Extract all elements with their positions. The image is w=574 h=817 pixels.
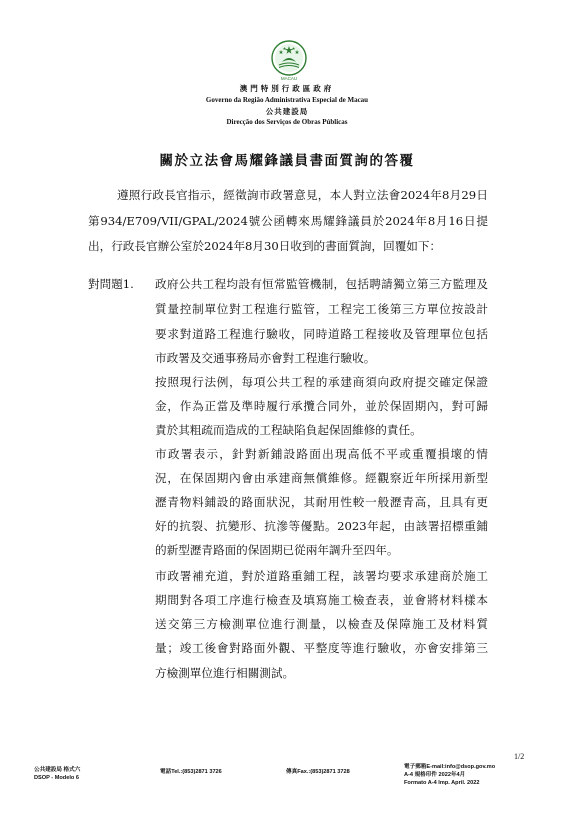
answer-line: 市政署及交通事務局亦會對工程進行驗收。 (155, 351, 376, 365)
answer-line: 方檢測單位進行相關測試。 (155, 666, 295, 680)
answer-line: 市政署補充道，對於道路重鋪工程，該署均要求承建商於施工 (155, 569, 488, 583)
header-gov-pt: Governo da Região Administrativa Especial de Macau (205, 96, 369, 104)
answer-line: 量；竣工後會對路面外觀、平整度等進行驗收，亦會安排第三 (155, 641, 488, 655)
intro-line: 出，行政長官辦公室於2024年8月30日收到的書面質詢，回覆如下： (88, 239, 442, 253)
header-dept-cn: 公共建設局 (265, 107, 309, 116)
answer-line: 的新型瀝青路面的保固期已從兩年調升至四年。 (155, 543, 399, 557)
header-gov-cn: 澳門特別行政區政府 (239, 84, 335, 93)
footer-print-cn: A-4 規格印件 2022年4月 (404, 772, 466, 778)
footer-form-cn: 公共建設局 格式六 (34, 767, 81, 773)
page-number: 1/2 (514, 752, 525, 761)
question-label: 對問題1. (88, 277, 134, 291)
answer-line: 責於其粗疏而造成的工程缺陷負起保固維修的責任。 (155, 423, 422, 437)
answer-line: 況，在保固期內會由承建商無償維修。經觀察近年所採用新型 (155, 471, 488, 485)
answer-line: 送交第三方檢測單位進行測量，以檢查及保障施工及材料質 (155, 617, 488, 631)
footer-form-pt: DSOP - Modelo 6 (34, 775, 79, 781)
document-title: 關於立法會馬耀鋒議員書面質詢的答覆 (159, 153, 415, 169)
answer-line: 政府公共工程均設有恒常監管機制，包括聘請獨立第三方監理及 (155, 277, 488, 291)
footer-tel: 電話Tel.:(853)2871 3726 (160, 769, 222, 775)
intro-line: 遵照行政長官指示，經徵詢市政署意見，本人對立法會2024年8月29日 (117, 188, 488, 202)
svg-text:MACAU: MACAU (280, 76, 298, 81)
answer-line: 金，作為正當及準時履行承攬合同外，並於保固期內，對可歸 (155, 399, 488, 413)
answer-line: 按照現行法例，每項公共工程的承建商須向政府提交確定保證 (155, 375, 488, 389)
footer-print-pt: Formato A-4 Imp. April. 2022 (404, 780, 480, 786)
answer-line: 要求對道路工程進行驗收，同時道路工程接收及管理單位包括 (155, 327, 488, 341)
answer-line: 好的抗裂、抗變形、抗滲等優點。2023年起，由該署招標重鋪 (155, 519, 488, 533)
footer-fax: 傳真Fax.:(853)2871 3728 (286, 769, 350, 775)
answer-line: 瀝青物料鋪設的路面狀況，其耐用性較一般瀝青高，且具有更 (155, 495, 488, 509)
answer-line: 質量控制單位對工程進行監管，工程完工後第三方單位按設計 (155, 302, 488, 316)
macau-emblem-icon (266, 38, 312, 82)
answer-line: 期間對各項工序進行檢查及填寫施工檢查表，並會將材料樣本 (155, 593, 488, 607)
answer-line: 市政署表示，針對新鋪設路面出現高低不平或重覆損壞的情 (155, 447, 488, 461)
intro-line: 第934/E709/VII/GPAL/2024號公函轉來馬耀鋒議員於2024年8月16日提 (88, 214, 488, 228)
header-dept-pt: Direcção dos Serviços de Obras Públicas (226, 118, 348, 126)
footer-email: 電子郵箱E-mail:info@dsop.gov.mo (404, 764, 496, 770)
